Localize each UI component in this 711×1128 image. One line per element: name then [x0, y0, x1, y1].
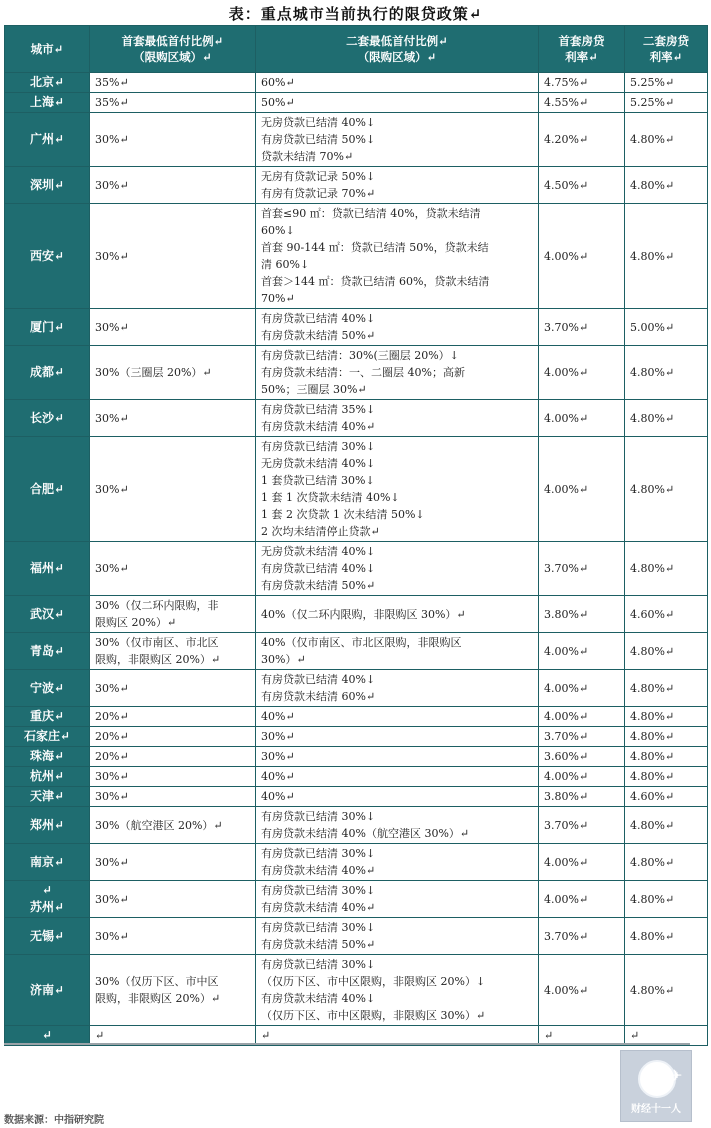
first-down-cell: ↵ [90, 1026, 256, 1046]
publisher-logo [620, 1050, 692, 1122]
first-down-cell: 30%（仅二环内限购，非 限购区 20%）↵ [90, 596, 256, 633]
second-down-cell: 40%（仅市南区、市北区限购，非限购区 30%）↵ [256, 633, 539, 670]
second-down-cell: 40%（仅二环内限购，非限购区 30%）↵ [256, 596, 539, 633]
second-down-cell: 60%↵ [256, 73, 539, 93]
runner-icon: ✈ [669, 1066, 683, 1085]
first-down-cell: 30%↵ [90, 670, 256, 707]
first-rate-cell: ↵ [539, 1026, 625, 1046]
table-row [5, 767, 708, 787]
first-down-cell: 35%↵ [90, 93, 256, 113]
second-rate-cell: 4.80%↵ [625, 400, 708, 437]
city-cell: 郑州↵ [5, 807, 90, 844]
first-rate-cell: 4.75%↵ [539, 73, 625, 93]
second-rate-cell: 4.80%↵ [625, 437, 708, 542]
first-down-cell: 30%（航空港区 20%）↵ [90, 807, 256, 844]
second-down-cell: 有房贷款已结清：30%(三圈层 20%）↓ 有房贷款未结清：一、二圈层 40%；高新 50%；三圈层 30%↵ [256, 346, 539, 400]
first-rate-cell: 3.80%↵ [539, 596, 625, 633]
table-row [5, 309, 708, 346]
second-rate-cell: 4.80%↵ [625, 167, 708, 204]
second-down-cell: 30%↵ [256, 727, 539, 747]
first-rate-cell: 3.70%↵ [539, 807, 625, 844]
second-down-cell: 有房贷款已结清 40%↓ 有房贷款未结清 60%↵ [256, 670, 539, 707]
city-cell: 广州↵ [5, 113, 90, 167]
table-row [5, 881, 708, 918]
city-cell: 上海↵ [5, 93, 90, 113]
city-cell: ↵ [5, 1026, 90, 1046]
table-row [5, 844, 708, 881]
header-first-down: 首套最低首付比例↵ （限购区域）↵ [90, 26, 256, 73]
city-cell: 无锡↵ [5, 918, 90, 955]
first-rate-cell: 3.60%↵ [539, 747, 625, 767]
first-down-cell: 30%↵ [90, 542, 256, 596]
second-rate-cell: 4.80%↵ [625, 767, 708, 787]
first-down-cell: 20%↵ [90, 747, 256, 767]
first-rate-cell: 4.00%↵ [539, 844, 625, 881]
first-rate-cell: 4.20%↵ [539, 113, 625, 167]
second-down-cell: 有房贷款已结清 30%↓ （仅历下区、市中区限购，非限购区 20%）↓ 有房贷款未结清 40%↓ （仅历下区、市中区限购，非限购区 30%）↵ [256, 955, 539, 1026]
page-title: 表：重点城市当前执行的限贷政策↵ [228, 5, 483, 23]
second-rate-cell: 4.80%↵ [625, 346, 708, 400]
city-cell: 青岛↵ [5, 633, 90, 670]
second-down-cell: ↵ [256, 1026, 539, 1046]
second-down-cell: 有房贷款已结清 40%↓ 有房贷款未结清 50%↵ [256, 309, 539, 346]
table-row [5, 596, 708, 633]
table-row [5, 542, 708, 596]
second-down-cell: 有房贷款已结清 30%↓ 有房贷款未结清 40%↵ [256, 844, 539, 881]
logo-text: 财经十一人 [631, 1104, 681, 1115]
second-rate-cell: ↵ [625, 1026, 708, 1046]
second-rate-cell: 4.80%↵ [625, 633, 708, 670]
second-rate-cell: 4.80%↵ [625, 955, 708, 1026]
header-city: 城市↵ [5, 26, 90, 73]
table-row [5, 787, 708, 807]
first-rate-cell: 4.00%↵ [539, 881, 625, 918]
second-rate-cell: 5.25%↵ [625, 73, 708, 93]
second-down-cell: 有房贷款已结清 30%↓ 无房贷款未结清 40%↓ 1 套贷款已结清 30%↓ 1 套 1 次贷款未结清 40%↓ 1 套 2 次贷款 1 次未结清 50%↓ 2 次均未结清停止贷款↵ [256, 437, 539, 542]
first-rate-cell: 3.70%↵ [539, 727, 625, 747]
city-cell: 厦门↵ [5, 309, 90, 346]
second-rate-cell: 5.00%↵ [625, 309, 708, 346]
table-row [5, 204, 708, 309]
second-down-cell: 首套≤90 ㎡：贷款已结清 40%，贷款未结清 60%↓ 首套 90-144 ㎡：贷款已结清 50%，贷款未结 清 60%↓ 首套＞144 ㎡：贷款已结清 60%，贷款未结清 70%↵ [256, 204, 539, 309]
second-down-cell: 有房贷款已结清 30%↓ 有房贷款未结清 40%（航空港区 30%）↵ [256, 807, 539, 844]
table-row [5, 633, 708, 670]
first-down-cell: 30%↵ [90, 844, 256, 881]
first-down-cell: 30%↵ [90, 918, 256, 955]
city-cell: 南京↵ [5, 844, 90, 881]
city-cell: 珠海↵ [5, 747, 90, 767]
first-down-cell: 30%↵ [90, 787, 256, 807]
first-down-cell: 30%（仅市南区、市北区 限购，非限购区 20%）↵ [90, 633, 256, 670]
city-cell: 成都↵ [5, 346, 90, 400]
table-row [5, 747, 708, 767]
second-down-cell: 30%↵ [256, 747, 539, 767]
header-first-rate: 首套房贷 利率↵ [539, 26, 625, 73]
first-down-cell: 30%↵ [90, 400, 256, 437]
table-row [5, 707, 708, 727]
second-rate-cell: 5.25%↵ [625, 93, 708, 113]
first-down-cell: 30%↵ [90, 767, 256, 787]
header-second-down: 二套最低首付比例↵ （限购区域）↵ [256, 26, 539, 73]
second-rate-cell: 4.80%↵ [625, 807, 708, 844]
second-down-cell: 40%↵ [256, 767, 539, 787]
second-rate-cell: 4.80%↵ [625, 881, 708, 918]
first-rate-cell: 4.55%↵ [539, 93, 625, 113]
city-cell: 北京↵ [5, 73, 90, 93]
first-down-cell: 35%↵ [90, 73, 256, 93]
first-rate-cell: 4.00%↵ [539, 400, 625, 437]
first-down-cell: 30%↵ [90, 309, 256, 346]
first-down-cell: 30%（三圈层 20%）↵ [90, 346, 256, 400]
data-source: 数据来源：中指研究院 [4, 1115, 104, 1126]
city-cell: 合肥↵ [5, 437, 90, 542]
city-cell: 天津↵ [5, 787, 90, 807]
second-rate-cell: 4.80%↵ [625, 844, 708, 881]
second-down-cell: 无房贷款未结清 40%↓ 有房贷款已结清 40%↓ 有房贷款未结清 50%↵ [256, 542, 539, 596]
second-rate-cell: 4.80%↵ [625, 727, 708, 747]
policy-table [4, 25, 708, 1046]
first-rate-cell: 3.70%↵ [539, 918, 625, 955]
first-rate-cell: 4.00%↵ [539, 955, 625, 1026]
table-row [5, 346, 708, 400]
first-rate-cell: 4.00%↵ [539, 437, 625, 542]
second-rate-cell: 4.60%↵ [625, 787, 708, 807]
second-rate-cell: 4.60%↵ [625, 596, 708, 633]
table-row [5, 670, 708, 707]
city-cell: 长沙↵ [5, 400, 90, 437]
first-down-cell: 30%↵ [90, 167, 256, 204]
city-cell: 杭州↵ [5, 767, 90, 787]
first-down-cell: 30%（仅历下区、市中区 限购，非限购区 20%）↵ [90, 955, 256, 1026]
first-down-cell: 30%↵ [90, 881, 256, 918]
first-rate-cell: 4.00%↵ [539, 707, 625, 727]
table-row [5, 807, 708, 844]
first-rate-cell: 4.50%↵ [539, 167, 625, 204]
first-rate-cell: 4.00%↵ [539, 633, 625, 670]
city-cell: 石家庄↵ [5, 727, 90, 747]
table-row [5, 400, 708, 437]
first-rate-cell: 3.70%↵ [539, 309, 625, 346]
first-down-cell: 30%↵ [90, 204, 256, 309]
first-down-cell: 30%↵ [90, 113, 256, 167]
table-row [5, 727, 708, 747]
city-cell: 西安↵ [5, 204, 90, 309]
city-cell: 济南↵ [5, 955, 90, 1026]
city-cell: 深圳↵ [5, 167, 90, 204]
second-down-cell: 有房贷款已结清 30%↓ 有房贷款未结清 40%↵ [256, 881, 539, 918]
second-down-cell: 有房贷款已结清 35%↓ 有房贷款未结清 40%↵ [256, 400, 539, 437]
header-row [5, 26, 708, 73]
first-rate-cell: 4.00%↵ [539, 204, 625, 309]
second-rate-cell: 4.80%↵ [625, 113, 708, 167]
second-rate-cell: 4.80%↵ [625, 707, 708, 727]
second-rate-cell: 4.80%↵ [625, 204, 708, 309]
first-rate-cell: 4.00%↵ [539, 346, 625, 400]
table-row [5, 437, 708, 542]
table-row [5, 918, 708, 955]
second-down-cell: 有房贷款已结清 30%↓ 有房贷款未结清 50%↵ [256, 918, 539, 955]
city-cell: 福州↵ [5, 542, 90, 596]
first-rate-cell: 4.00%↵ [539, 767, 625, 787]
second-rate-cell: 4.80%↵ [625, 747, 708, 767]
second-rate-cell: 4.80%↵ [625, 670, 708, 707]
city-cell: 宁波↵ [5, 670, 90, 707]
first-down-cell: 30%↵ [90, 437, 256, 542]
second-down-cell: 无房有贷款记录 50%↓ 有房有贷款记录 70%↵ [256, 167, 539, 204]
table-row [5, 93, 708, 113]
first-rate-cell: 3.80%↵ [539, 787, 625, 807]
second-down-cell: 40%↵ [256, 707, 539, 727]
second-rate-cell: 4.80%↵ [625, 918, 708, 955]
header-second-rate: 二套房贷 利率↵ [625, 26, 708, 73]
table-row [5, 167, 708, 204]
city-cell: 武汉↵ [5, 596, 90, 633]
footer-divider [4, 1043, 690, 1045]
second-down-cell: 40%↵ [256, 787, 539, 807]
first-rate-cell: 3.70%↵ [539, 542, 625, 596]
table-row [5, 73, 708, 93]
second-rate-cell: 4.80%↵ [625, 542, 708, 596]
table-row [5, 955, 708, 1026]
second-down-cell: 无房贷款已结清 40%↓ 有房贷款已结清 50%↓ 贷款未结清 70%↵ [256, 113, 539, 167]
city-cell: ↵ 苏州↵ [5, 881, 90, 918]
city-cell: 重庆↵ [5, 707, 90, 727]
second-down-cell: 50%↵ [256, 93, 539, 113]
table-row [5, 113, 708, 167]
first-rate-cell: 4.00%↵ [539, 670, 625, 707]
first-down-cell: 20%↵ [90, 727, 256, 747]
first-down-cell: 20%↵ [90, 707, 256, 727]
